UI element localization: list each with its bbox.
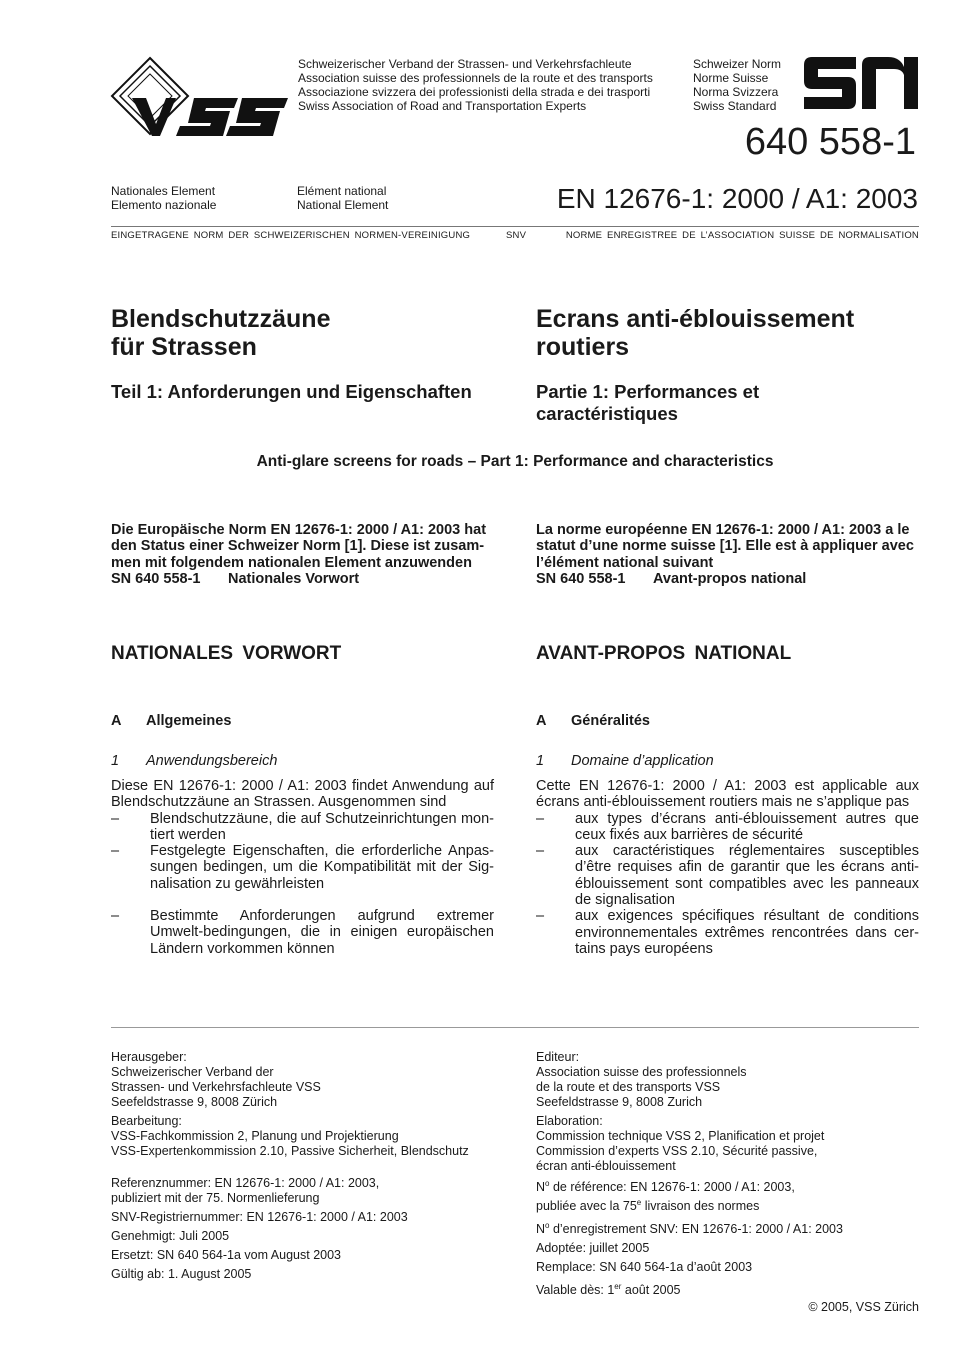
scope-intro-fr: Cette EN 12676-1: 2000 / A1: 2003 est applicable aux écrans anti-éblouissement routiers mais ne s’applique pas [536, 778, 919, 811]
reg-sup: o [545, 1221, 550, 1231]
title-de [111, 305, 330, 361]
status-statement-fr [536, 522, 920, 587]
editing-line: Commission d’experts VSS 2.10, Sécurité passive, [536, 1144, 818, 1158]
valid-sup: er [614, 1282, 622, 1292]
subsection-number-de: 1 [111, 753, 120, 769]
scope-intro-de: Diese EN 12676-1: 2000 / A1: 2003 findet Anwendung auf Blendschutzzäune an Strassen. Ausgenommen sind [111, 778, 494, 811]
valid-prefix: Valable dès: 1 [536, 1283, 615, 1298]
publisher-line: Schweizerischer Verband der [111, 1065, 274, 1079]
org-line-de: Schweizerischer Verband der Strassen- und Verkehrsfachleute [298, 57, 632, 71]
scope-exclusions-fr [536, 811, 919, 958]
publisher-line: Seefeldstrasse 9, 8008 Zurich [536, 1095, 703, 1109]
element-label-left [111, 184, 216, 212]
subsection-title-fr: Domaine d’application [571, 753, 714, 769]
norm-type-labels [693, 57, 781, 113]
approval-date-fr: Adoptée: juillet 2005 [536, 1241, 650, 1256]
replaces-de: Ersetzt: SN 640 564-1a vom August 2003 [111, 1248, 341, 1262]
title-de-line-2: für Strassen [111, 333, 257, 361]
status-de-ref-number: SN 640 558-1 [111, 570, 201, 587]
status-fr-ref-label: Avant-propos national [653, 570, 807, 587]
registered-norm-snv: SNV [506, 230, 527, 241]
status-fr-line-2: statut d’une norme suisse [1]. Elle est à appliquer avec [536, 538, 914, 555]
norm-number: 640 558-1 [744, 121, 916, 163]
publisher-line: Editeur: [536, 1050, 580, 1064]
copyright: © 2005, VSS Zürich [808, 1300, 919, 1314]
registration-number-de: SNV-Registriernummer: EN 12676-1: 2000 / A1: 2003 [111, 1210, 408, 1224]
publisher-line: de la route et des transports VSS [536, 1080, 721, 1094]
status-statement-de [111, 522, 495, 587]
subtitle-fr [536, 381, 759, 425]
org-line-it: Associazione svizzera dei professionisti della strada e dei trasporti [298, 85, 651, 99]
status-de-reference [111, 571, 495, 587]
organization-names [298, 57, 653, 113]
pub-prefix: publiée avec la 75 [536, 1199, 637, 1214]
element-label-it: Elemento nazionale [111, 198, 217, 212]
approval-date-de: Genehmigt: Juli 2005 [111, 1229, 230, 1243]
subtitle-fr-line-1: Partie 1: Performances et [536, 381, 760, 402]
status-fr-line-3: l’élément national suivant [536, 554, 714, 571]
scope-exclusions-de [111, 811, 494, 957]
reg-prefix: N [536, 1222, 546, 1237]
sn-logo [804, 57, 918, 109]
reference-line: publiziert mit der 75. Normenlieferung [111, 1191, 320, 1205]
reg-text: d’enregistrement SNV: EN 12676-1: 2000 / A1: 2003 [549, 1222, 843, 1237]
section-letter-de: A [111, 713, 122, 729]
scope-text-fr [536, 778, 919, 957]
status-fr-reference [536, 571, 920, 587]
editing-line: VSS-Fachkommission 2, Planung und Projektierung [111, 1129, 399, 1143]
valid-from-de: Gültig ab: 1. August 2005 [111, 1267, 252, 1281]
subsection-number-fr: 1 [536, 753, 545, 769]
title-fr-line-1: Ecrans anti-éblouissement [536, 305, 855, 333]
title-fr [536, 305, 854, 361]
editing-line: Bearbeitung: [111, 1114, 182, 1128]
vss-logo [110, 56, 290, 140]
pub-sup: e [636, 1198, 642, 1208]
publisher-line: Herausgeber: [111, 1050, 187, 1064]
registered-norm-de: EINGETRAGENE NORM DER SCHWEIZERISCHEN NORMEN-VEREINIGUNG [111, 230, 471, 241]
header-rule [111, 226, 919, 227]
subtitle-de: Teil 1: Anforderungen und Eigenschaften [111, 381, 472, 402]
status-fr-ref-number: SN 640 558-1 [536, 570, 626, 587]
subsection-title-de: Anwendungsbereich [146, 753, 278, 769]
registration-number-fr [536, 1218, 920, 1237]
section-title-fr: Généralités [571, 713, 650, 729]
ref-sup: o [545, 1179, 550, 1188]
editing-line: Commission technique VSS 2, Planification et projet [536, 1129, 825, 1143]
ref-prefix: N [536, 1180, 546, 1195]
publisher-line: Strassen- und Verkehrsfachleute VSS [111, 1080, 321, 1094]
norm-type-en: Swiss Standard [693, 99, 777, 113]
subsection-heading-de [111, 753, 277, 769]
list-item: – aux exigences spécifiques résultant de conditions environnementales extrêmes rencontrées dans cer-tains pays européens [536, 908, 919, 957]
status-de-line-3: men mit folgendem nationalen Element anzuwenden [111, 554, 472, 571]
list-item: – Festgelegte Eigenschaften, die erforderliche Anpas-sungen bedingen, um die Kompatibilität mit der Sig-nalisation zu gewährleisten [111, 843, 494, 892]
norm-type-it: Norma Svizzera [693, 85, 779, 99]
title-fr-line-2: routiers [536, 333, 630, 361]
editing-line: VSS-Expertenkommission 2.10, Passive Sicherheit, Blendschutz [111, 1144, 469, 1158]
valid-from-fr [536, 1279, 920, 1298]
norm-type-fr: Norme Suisse [693, 71, 769, 85]
element-label-de: Nationales Element [111, 184, 216, 198]
subsection-heading-fr [536, 753, 714, 769]
replaces-fr: Remplace: SN 640 564-1a d’août 2003 [536, 1260, 753, 1275]
pub-text: livraison des normes [641, 1199, 760, 1214]
publisher-info-fr [536, 1050, 920, 1299]
list-item: – Bestimmte Anforderungen aufgrund extremer Umwelt-bedingungen, die in einigen europäischen Ländern vorkommen können [111, 908, 494, 957]
editing-line: écran anti-éblouissement [536, 1159, 676, 1173]
foreword-heading-fr: AVANT-PROPOS NATIONAL [536, 643, 792, 664]
reference-line [536, 1176, 920, 1195]
norm-type-de: Schweizer Norm [693, 57, 782, 71]
publisher-info-de [111, 1050, 511, 1282]
section-heading-fr [536, 713, 650, 729]
element-label-fr: Elément national [297, 184, 387, 198]
title-de-line-1: Blendschutzzäune [111, 305, 331, 333]
status-de-line-2: den Status einer Schweizer Norm [1]. Diese ist zusam- [111, 538, 485, 555]
ref-text: de référence: EN 12676-1: 2000 / A1: 2003, [549, 1180, 795, 1195]
editing-line: Elaboration: [536, 1114, 603, 1128]
footer-rule [111, 1027, 919, 1028]
subtitle-fr-line-2: caractéristiques [536, 403, 678, 424]
element-label-en: National Element [297, 198, 389, 212]
list-item: – aux caractéristiques réglementaires susceptibles d’être requises afin de garantir que les écrans anti-éblouissement sont compatibles avec les panneaux de signalisation [536, 843, 919, 908]
org-line-fr: Association suisse des professionnels de la route et des transports [298, 71, 653, 85]
section-letter-fr: A [536, 713, 547, 729]
status-de-ref-label: Nationales Vorwort [228, 570, 360, 587]
list-item: – Blendschutzzäune, die auf Schutzeinrichtungen mon-tiert werden [111, 811, 494, 844]
publisher-line: Association suisse des professionnels [536, 1065, 747, 1079]
title-en: Anti-glare screens for roads – Part 1: Performance and characteristics [256, 453, 774, 470]
reference-line: Referenznummer: EN 12676-1: 2000 / A1: 2003, [111, 1176, 380, 1190]
scope-text-de [111, 778, 494, 957]
org-line-en: Swiss Association of Road and Transportation Experts [298, 99, 587, 113]
valid-text: août 2005 [621, 1283, 681, 1298]
list-item: – aux types d’écrans anti-éblouissement autres que ceux fixés aux barrières de sécurité [536, 811, 919, 844]
status-de-line-1: Die Europäische Norm EN 12676-1: 2000 / A1: 2003 hat [111, 522, 487, 538]
en-number: EN 12676-1: 2000 / A1: 2003 [556, 183, 918, 214]
reference-line [536, 1195, 920, 1214]
publisher-line: Seefeldstrasse 9, 8008 Zürich [111, 1095, 278, 1109]
section-title-de: Allgemeines [146, 713, 232, 729]
registered-norm-fr: NORME ENREGISTREE DE L’ASSOCIATION SUISSE DE NORMALISATION [565, 230, 919, 241]
section-heading-de [111, 713, 231, 729]
foreword-heading-de: NATIONALES VORWORT [111, 643, 342, 664]
element-label-mid [297, 184, 388, 212]
status-fr-line-1: La norme européenne EN 12676-1: 2000 / A1: 2003 a le [536, 522, 910, 538]
